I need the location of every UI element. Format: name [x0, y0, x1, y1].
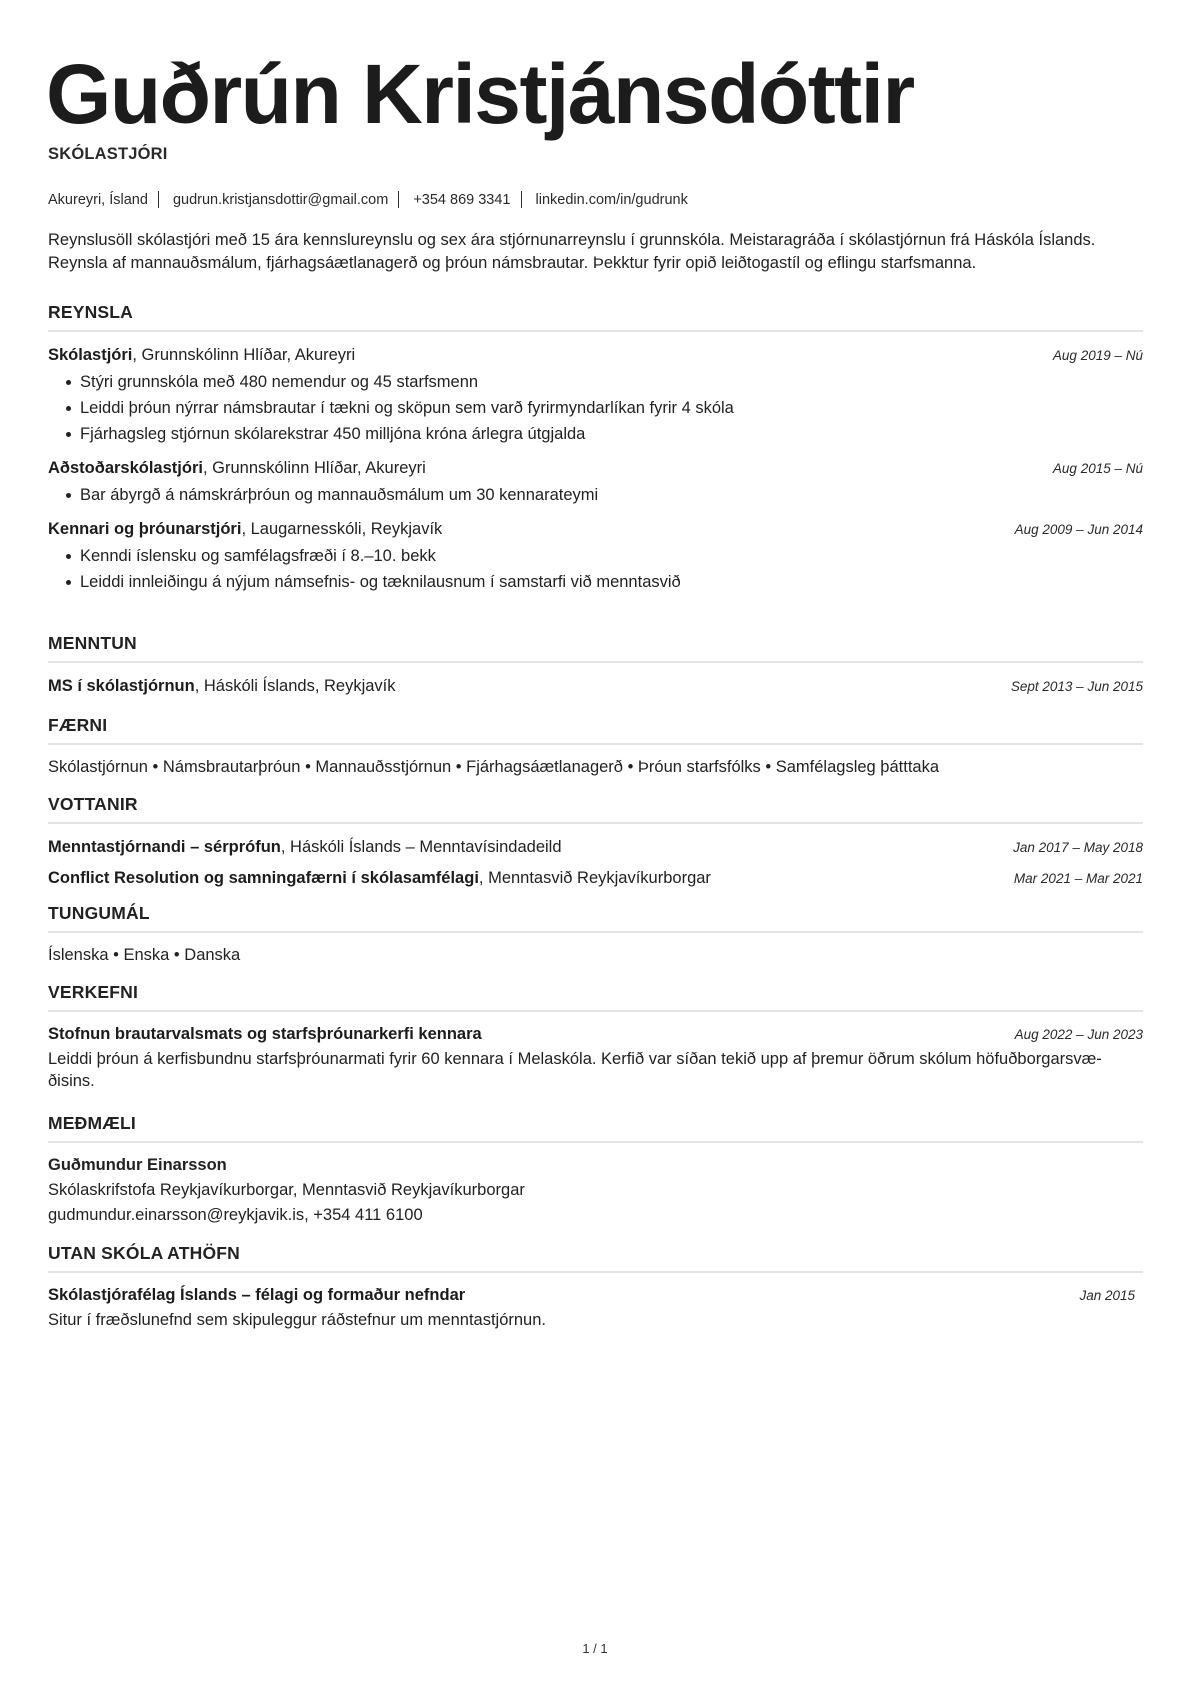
reference-contact: gudmundur.einarsson@reykjavik.is, +354 411 6100 — [48, 1205, 423, 1224]
section-heading: UTAN SKÓLA ATHÖFN — [48, 1243, 240, 1263]
activity-title: Skólastjórafélag Íslands – félagi og formaður nefndar — [48, 1285, 466, 1304]
divider — [521, 191, 522, 208]
entry-date: Aug 2015 – Nú — [1052, 460, 1143, 476]
divider — [158, 191, 159, 208]
education-entry — [48, 675, 1143, 698]
bullet-item: Fjárhagsleg stjórnun skólarekstrar 450 milljóna króna árlegra útgjalda — [66, 421, 1143, 447]
job-title: SKÓLASTJÓRI — [48, 145, 168, 163]
entry-date: Jan 2015 — [1079, 1287, 1135, 1303]
section-divider — [48, 1141, 1143, 1143]
bullet-item: Leiddi innleiðingu á nýjum námsefnis- og tæknilausnum í samstarfi við menntasvið — [66, 569, 1143, 595]
experience-entry — [48, 344, 1143, 447]
section-divider — [48, 931, 1143, 933]
bullet-item: Bar ábyrgð á námskrárþróun og mannauðsmálum um 30 kennarateymi — [66, 482, 1143, 508]
bullet-list — [66, 369, 1143, 447]
bullet-list — [66, 543, 1143, 595]
section-heading: TUNGUMÁL — [48, 903, 150, 923]
entry-title: Skólastjóri, Grunnskólinn Hlíðar, Akureyri — [48, 345, 356, 364]
bullet-item: Kenndi íslensku og samfélagsfræði í 8.–10. bekk — [66, 543, 1143, 569]
reference-entry — [48, 1154, 1143, 1226]
entry-date: Sept 2013 – Jun 2015 — [1010, 678, 1143, 694]
experience-entry — [48, 457, 1143, 508]
bullet-list — [66, 482, 1143, 508]
contact-location: Akureyri, Ísland — [48, 191, 148, 208]
skills-list: Skólastjórnun • Námsbrautarþróun • Mannauðsstjórnun • Fjárhagsáætlanagerð • Þróun starfsfólks • Samfélagsleg þátttaka — [48, 757, 940, 776]
candidate-name: Guðrún Kristjánsdóttir — [46, 47, 914, 141]
entry-title: Menntastjórnandi – sérprófun, Háskóli Íslands – Menntavísindadeild — [48, 837, 562, 856]
entry-title: Conflict Resolution og samningafærni í skólasamfélagi, Menntasvið Reykjavíkurborgar — [48, 868, 711, 887]
section-divider — [48, 743, 1143, 745]
experience-section — [48, 301, 1143, 595]
contact-line — [48, 191, 688, 208]
section-heading: VERKEFNI — [48, 982, 139, 1002]
skills-section — [48, 714, 1143, 778]
activity-entry — [48, 1284, 1143, 1307]
section-divider — [48, 1271, 1143, 1273]
entry-title: Aðstoðarskólastjóri, Grunnskólinn Hlíðar, Akureyri — [48, 458, 426, 477]
certification-entry — [48, 867, 1143, 890]
section-divider — [48, 330, 1143, 332]
reference-org: Skólaskrifstofa Reykjavíkurborgar, Menntasvið Reykjavíkurborgar — [48, 1180, 525, 1199]
contact-email[interactable]: gudrun.kristjansdottir@gmail.com — [172, 191, 389, 208]
section-divider — [48, 1010, 1143, 1012]
section-divider — [48, 822, 1143, 824]
page-indicator: 1 / 1 — [582, 1641, 608, 1656]
bullet-item: Stýri grunnskóla með 480 nemendur og 45 starfsmenn — [66, 369, 1143, 395]
experience-entry — [48, 518, 1143, 595]
extracurricular-section — [48, 1242, 1143, 1331]
activity-description: Situr í fræðslunefnd sem skipuleggur ráðstefnur um menntastjórnun. — [48, 1310, 546, 1329]
contact-linkedin[interactable]: linkedin.com/in/gudrunk — [535, 191, 688, 208]
references-section — [48, 1112, 1143, 1226]
project-title: Stofnun brautarvalsmats og starfsþróunarkerfi kennara — [48, 1024, 482, 1043]
summary-paragraph: Reynslusöll skólastjóri með 15 ára kennslureynslu og sex ára stjórnunarreynslu í grunnskóla. Meistaragráða í skólastjórnun frá Háskóla Íslands. Reynsla af mannauðsmálum, fjárhagsáætlanagerð og þróun námsbrautar. Þekktur fyrir opið leiðtogastíl og eflingu starfsmanna. — [48, 231, 1096, 272]
entry-title: Kennari og þróunarstjóri, Laugarnesskóli, Reykjavík — [48, 519, 443, 538]
entry-date: Aug 2022 – Jun 2023 — [1014, 1026, 1143, 1042]
entry-date: Aug 2019 – Nú — [1052, 347, 1143, 363]
entry-title: MS í skólastjórnun, Háskóli Íslands, Reykjavík — [48, 676, 396, 695]
section-divider — [48, 661, 1143, 663]
languages-list: Íslenska • Enska • Danska — [48, 945, 241, 964]
certification-entry — [48, 836, 1143, 859]
section-heading: MENNTUN — [48, 633, 137, 653]
project-entry — [48, 1023, 1143, 1046]
bullet-item: Leiddi þróun nýrrar námsbrautar í tækni og sköpun sem varð fyrirmyndarlíkan fyrir 4 skóla — [66, 395, 1143, 421]
divider — [398, 191, 399, 208]
section-heading: FÆRNI — [48, 715, 108, 735]
project-description: Leiddi þróun á kerfisbundnu starfsþróunarmati fyrir 60 kennara í Melaskóla. Kerfið var síðan tekið upp af þremur öðrum skólum höfuðborgarsvæ-ðisins. — [48, 1049, 1102, 1090]
entry-date: Jan 2017 – May 2018 — [1013, 839, 1143, 855]
certifications-section — [48, 793, 1143, 890]
contact-phone[interactable]: +354 869 3341 — [413, 191, 511, 208]
section-heading: MEÐMÆLI — [48, 1113, 136, 1133]
languages-section — [48, 902, 1143, 966]
reference-name: Guðmundur Einarsson — [48, 1155, 227, 1174]
section-heading: REYNSLA — [48, 302, 134, 322]
entry-date: Aug 2009 – Jun 2014 — [1014, 521, 1143, 537]
projects-section — [48, 981, 1143, 1092]
section-heading: VOTTANIR — [48, 794, 138, 814]
entry-date: Mar 2021 – Mar 2021 — [1013, 870, 1143, 886]
education-section — [48, 632, 1143, 698]
